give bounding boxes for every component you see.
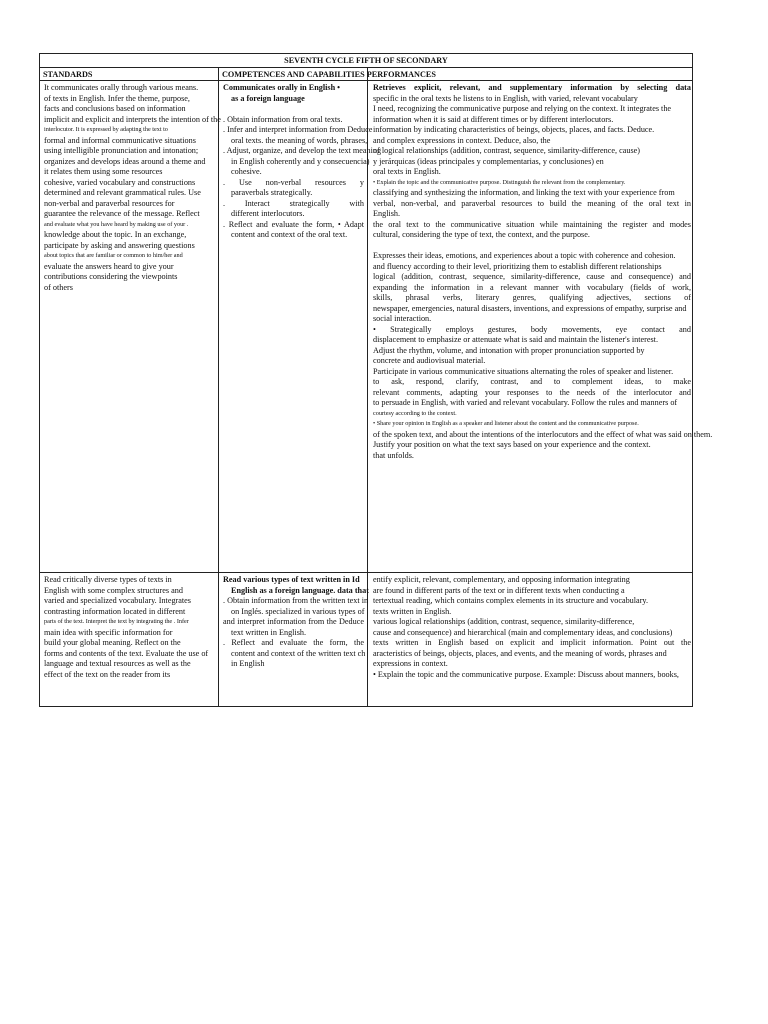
text-line: effect of the text on the reader from its xyxy=(44,669,171,679)
text-line: . Reflect and evaluate the form, the xyxy=(223,638,364,647)
competences-header: COMPETENCES AND CAPABILITIES PERFORMANCES xyxy=(222,70,436,79)
text-line: Retrieves explicit, relevant, and supplementary information by selecting data xyxy=(373,83,691,92)
text-line: courtesy according to the context. xyxy=(373,409,457,417)
text-line: aracteristics of beings, objects, places, and events, and the meaning of words, phrases and xyxy=(373,648,667,658)
text-line: varied and specialized vocabulary. Integrates xyxy=(44,596,191,605)
text-line xyxy=(223,104,364,115)
text-line: information by indicating characteristics of beings, objects, places, and facts. Deduce. xyxy=(373,125,655,134)
text-line: skills, phrasal verbs, literary genres, qualifying adjectives, sections of xyxy=(373,293,691,302)
text-line: cultural, considering the type of text, the context, and the purpose. xyxy=(373,230,590,239)
text-line: specific in the oral texts he listens to in English, with varied, relevant vocabulary xyxy=(373,93,638,103)
text-line: in English xyxy=(231,659,265,668)
text-line: that unfolds. xyxy=(373,450,414,460)
text-line: English as a foreign language. data that xyxy=(231,585,369,595)
title-divider xyxy=(40,67,692,68)
text-line: of others xyxy=(44,282,73,292)
text-line: Read critically diverse types of texts in xyxy=(44,575,172,584)
text-line: text written in English. xyxy=(231,627,307,637)
text-line: Justify your position on what the text says based on your experience and the context. xyxy=(373,440,651,449)
text-line: different interlocutors. xyxy=(231,209,305,218)
column-divider-1 xyxy=(218,68,219,706)
text-line: texts written in English based on explicit and implicit information. Point out the xyxy=(373,638,691,647)
text-line: texts written in English. xyxy=(373,606,452,616)
text-line: language and textual resources as well as the xyxy=(44,659,191,668)
text-line: knowledge about the topic. In an exchange, xyxy=(44,230,187,239)
text-line: of the spoken text, and about the intentions of the interlocutors and the effect of what was said on them. xyxy=(373,429,713,439)
text-line: cohesive. xyxy=(231,167,262,176)
text-line: social interaction. xyxy=(373,314,432,323)
text-line: implicit and explicit and interprets the intention of the xyxy=(44,114,221,124)
row2-standards-cell xyxy=(44,575,216,680)
text-line: and evaluate what you have heard by making use of your . xyxy=(44,220,189,228)
text-line: facts and conclusions based on information xyxy=(44,104,186,113)
text-line: paraverbals strategically. xyxy=(231,188,313,197)
text-line: of texts in English. Infer the theme, purpose, xyxy=(44,93,190,103)
text-line: . Adjust, organize, and develop the text meaning xyxy=(223,146,382,155)
text-line: • Strategically employs gestures, body movements, eye contact and xyxy=(373,324,691,334)
text-line: content and context of the oral text. xyxy=(231,230,348,239)
text-line: oral texts. the meaning of words, phrases, xyxy=(231,135,368,145)
text-line: cohesive, varied vocabulary and constructions xyxy=(44,177,196,187)
text-line: and complex expressions in context. Deduce, also, the xyxy=(373,135,551,145)
text-line: about topics that are familiar or common to him/her and xyxy=(44,252,183,259)
row1-competences-cell xyxy=(223,83,382,241)
text-line: forms and contents of the text. Evaluate the use of xyxy=(44,648,209,658)
standards-header: STANDARDS xyxy=(43,70,93,79)
text-line: are found in different parts of the text or in different texts when conducting a xyxy=(373,585,625,595)
text-line: to ask, respond, clarify, contrast, and to complement ideas, to make xyxy=(373,377,691,386)
text-line: I need, recognizing the communicative purpose and relying on the context. It integrates the xyxy=(373,104,672,113)
text-line: . Obtain information from oral texts. xyxy=(223,114,343,124)
text-line: various logical relationships (addition, contrast, sequence, similarity-difference, xyxy=(373,617,635,626)
text-line: on Inglés. specialized in various types of xyxy=(231,606,365,616)
text-line: verbal, non-verbal, and paraverbal resources to build the meaning of the oral text in xyxy=(373,198,691,208)
text-line: Communicates orally in English • xyxy=(223,83,341,92)
text-line: main idea with specific information for xyxy=(44,627,173,637)
text-line: . Reflect and evaluate the form, • Adapt xyxy=(223,219,364,229)
text-line: Participate in various communicative situations alternating the roles of speaker and listener. xyxy=(373,366,674,376)
row2-performances-cell xyxy=(373,575,691,680)
text-line: . Infer and interpret information from Deduce xyxy=(223,125,373,134)
text-line: . Obtain information from the written text in xyxy=(223,596,369,605)
text-line: guarantee the relevance of the message. Reflect xyxy=(44,209,200,218)
text-line: non-verbal and paraverbal resources for xyxy=(44,198,175,208)
text-line: entify explicit, relevant, complementary, and opposing information integrating xyxy=(373,575,630,584)
text-line: to persuade in English, with varied and relevant vocabulary. Follow the rules and manners of xyxy=(373,398,678,407)
text-line: interlocutor. It is expressed by adapting the text to xyxy=(44,126,168,133)
text-line: expanding the information in a relevant manner with vocabulary (fields of work, xyxy=(373,282,691,292)
text-line: Expresses their ideas, emotions, and experiences about a topic with coherence and cohesion. xyxy=(373,251,676,260)
text-line: of logical relationships (addition, contrast, sequence, similarity-difference, cause) xyxy=(373,146,640,155)
text-line: organizes and develops ideas around a theme and xyxy=(44,156,206,166)
text-line: concrete and audiovisual material. xyxy=(373,356,486,365)
text-line: participate by asking and answering questions xyxy=(44,240,195,250)
text-line: contributions considering the viewpoints xyxy=(44,272,178,281)
text-line: classifying and synthesizing the information, and linking the text with your experience from xyxy=(373,188,675,197)
text-line: determined and relevant grammatical rules. Use xyxy=(44,188,201,197)
text-line: it relates them using some resources xyxy=(44,167,163,176)
text-line xyxy=(373,241,691,252)
text-line: • Share your opinion in English as a speaker and listener about the content and the communicative purpose. xyxy=(373,420,639,427)
row2-competences-cell xyxy=(223,575,369,670)
text-line: content and context of the written text ch xyxy=(231,648,366,658)
text-line: build your global meaning. Reflect on the xyxy=(44,638,181,647)
text-line: the oral text to the communicative situation while maintaining the register and modes xyxy=(373,219,691,229)
text-line: y jerárquicas (ideas principales y complementarias, y conclusiones) en xyxy=(373,156,604,166)
text-line: • Explain the topic and the communicative purpose. Example: Discuss about manners, books, xyxy=(373,669,679,679)
text-line: information when it is said at different times or by different interlocutors. xyxy=(373,114,614,124)
text-line: newspaper, emergencies, natural disasters, inventions, and expressions of empathy, surprise and xyxy=(373,303,687,313)
text-line: • Explain the topic and the communicative purpose. Distinguish the relevant from the complementary. xyxy=(373,178,626,186)
text-line: Read various types of text written in Id xyxy=(223,575,360,584)
text-line: evaluate the answers heard to give your xyxy=(44,261,174,271)
document-title: SEVENTH CYCLE FIFTH OF SECONDARY xyxy=(284,56,448,65)
text-line: tertextual reading, which contains complex elements in its structure and vocabulary. xyxy=(373,596,649,605)
text-line: . Use non-verbal resources y xyxy=(223,177,364,187)
row1-standards-cell xyxy=(44,83,221,293)
text-line: English. xyxy=(373,209,401,218)
text-line: oral texts in English. xyxy=(373,167,441,176)
text-line: . Interact strategically with xyxy=(223,198,364,208)
text-line: using intelligible pronunciation and intonation; xyxy=(44,146,199,155)
text-line: logical (addition, contrast, sequence, similarity-difference, cause and consequence) and xyxy=(373,272,691,281)
row-divider xyxy=(40,572,692,573)
text-line: and fluency according to their level, prioritizing them to establish different relationships xyxy=(373,261,662,271)
text-line: Adjust the rhythm, volume, and intonation with proper pronunciation supported by xyxy=(373,345,645,355)
row1-performances-cell xyxy=(373,83,713,461)
text-line: and interpret information from the Deduce xyxy=(223,617,364,626)
text-line: in English coherently and y consecuencia) xyxy=(231,156,370,166)
text-line: displacement to emphasize or attenuate what is said and maintain the listener's interest. xyxy=(373,335,658,344)
text-line: expressions in context. xyxy=(373,659,448,668)
text-line: parts of the text. Interpret the text by integrating the . Infer xyxy=(44,618,189,625)
text-line: contrasting information located in different xyxy=(44,606,186,616)
header-divider xyxy=(40,80,692,81)
text-line: cause and consequence) and hierarchical (main and complementary ideas, and conclusions) xyxy=(373,627,673,637)
text-line: It communicates orally through various means. xyxy=(44,83,199,92)
text-line: English with some complex structures and xyxy=(44,585,183,595)
text-line: relevant comments, adapting your responses to the needs of the interlocutor and xyxy=(373,387,691,397)
document-table xyxy=(39,53,713,707)
text-line: formal and informal communicative situations xyxy=(44,135,196,145)
text-line: as a foreign language xyxy=(231,93,305,103)
